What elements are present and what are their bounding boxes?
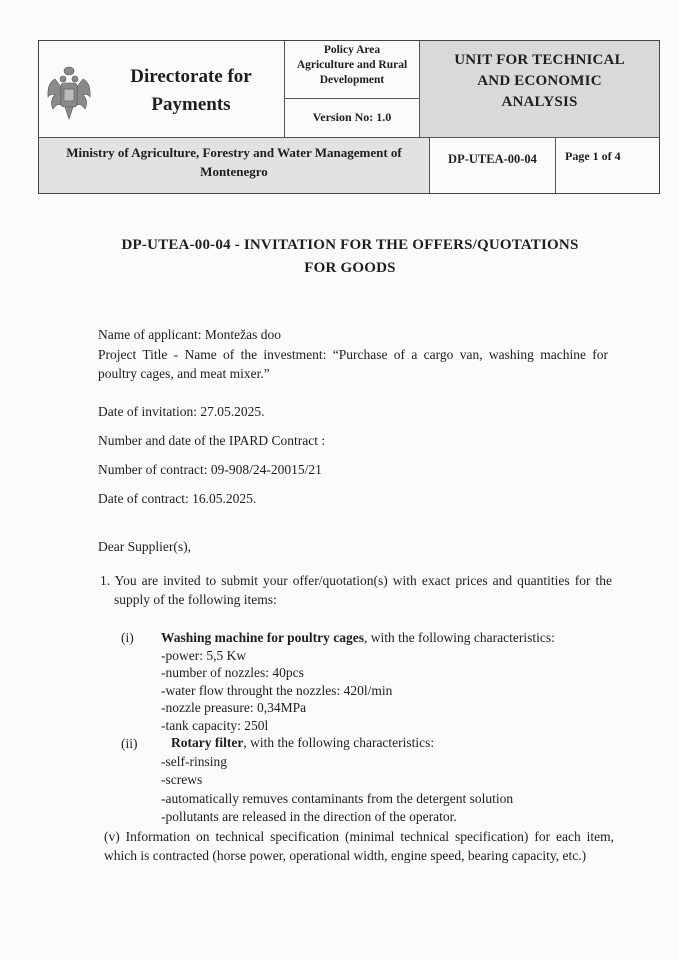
project-title-line-1: Project Title - Name of the investment: “Purchase of a cargo van, washing machine for — [98, 347, 608, 362]
item-numeral: (i) — [121, 630, 134, 645]
item-suffix: , with the following characteristics: — [364, 630, 555, 645]
item-washing-machine — [161, 629, 555, 734]
spec-line: -screws — [161, 772, 203, 787]
unit-line: AND ECONOMIC — [477, 73, 602, 89]
spec-line: -number of nozzles: 40pcs — [161, 665, 304, 680]
item-suffix: , with the following characteristics: — [243, 735, 435, 750]
policy-area-line: Policy Area — [323, 44, 381, 56]
policy-area-cell — [285, 41, 420, 99]
spec-line: -power: 5,5 Kw — [161, 647, 247, 663]
item-rotary-filter — [161, 734, 513, 826]
ministry-name-cell — [39, 137, 430, 193]
ipard-contract-label: Number and date of the IPARD Contract : — [98, 433, 326, 448]
document-code: DP-UTEA-00-04 — [430, 137, 556, 193]
directorate-line-1: Directorate for — [130, 66, 252, 87]
directorate-cell — [39, 41, 285, 137]
applicant-name: Name of applicant: Montežas doo — [98, 327, 281, 342]
section-1-line-1: 1. You are invited to submit your offer/quotation(s) with exact prices and quantities for the — [100, 573, 612, 588]
directorate-name — [101, 63, 281, 119]
contract-number: Number of contract: 09-908/24-20015/21 — [98, 462, 322, 477]
item-heading — [161, 734, 513, 752]
item-name: Rotary filter — [171, 735, 244, 750]
spec-line: -tank capacity: 250l — [161, 717, 269, 733]
salutation: Dear Supplier(s), — [98, 539, 191, 554]
spec-line: -nozzle preasure: 0,34MPa — [161, 700, 307, 715]
spec-line: -water flow throught the nozzles: 420l/min — [161, 682, 393, 698]
project-title-line-2: poultry cages, and meat mixer.” — [98, 366, 270, 381]
unit-line: ANALYSIS — [501, 94, 578, 110]
document-title — [100, 234, 600, 280]
item-numeral: (ii) — [121, 736, 138, 751]
spec-line: -pollutants are released in the direction of the operator. — [161, 809, 457, 824]
note-line-2: which is contracted (horse power, operational width, engine speed, bearing capacity, etc.) — [104, 848, 587, 863]
item-heading — [161, 629, 555, 647]
section-1-line-2: supply of the following items: — [114, 592, 277, 607]
directorate-line-2: Payments — [151, 94, 231, 115]
policy-area-line: Agriculture and Rural — [296, 59, 408, 71]
page-number: Page 1 of 4 — [556, 137, 659, 193]
note-line-1: (v) Information on technical specification (minimal technical specification) for each item, — [104, 829, 614, 844]
technical-spec-note — [104, 827, 614, 865]
policy-area-line: Development — [319, 74, 385, 86]
coat-of-arms-icon — [45, 65, 93, 123]
document-header-table — [38, 40, 660, 194]
ministry-line: Montenegro — [200, 164, 268, 179]
unit-name-cell — [420, 41, 659, 137]
spec-line: -automatically remuves contaminants from the detergent solution — [161, 790, 514, 806]
spec-line: -self-rinsing — [161, 753, 227, 769]
title-line-2: FOR GOODS — [304, 260, 396, 276]
item-name: Washing machine for poultry cages — [161, 630, 365, 645]
contract-date: Date of contract: 16.05.2025. — [98, 491, 257, 506]
ministry-line: Ministry of Agriculture, Forestry and Water Management of — [66, 145, 402, 160]
version-number: Version No: 1.0 — [285, 99, 420, 137]
unit-line: UNIT FOR TECHNICAL — [454, 52, 625, 68]
title-line-1: DP-UTEA-00-04 - INVITATION FOR THE OFFERS/QUOTATIONS — [121, 237, 579, 253]
invitation-date: Date of invitation: 27.05.2025. — [98, 404, 265, 419]
project-title — [98, 345, 608, 383]
section-1 — [100, 571, 612, 609]
